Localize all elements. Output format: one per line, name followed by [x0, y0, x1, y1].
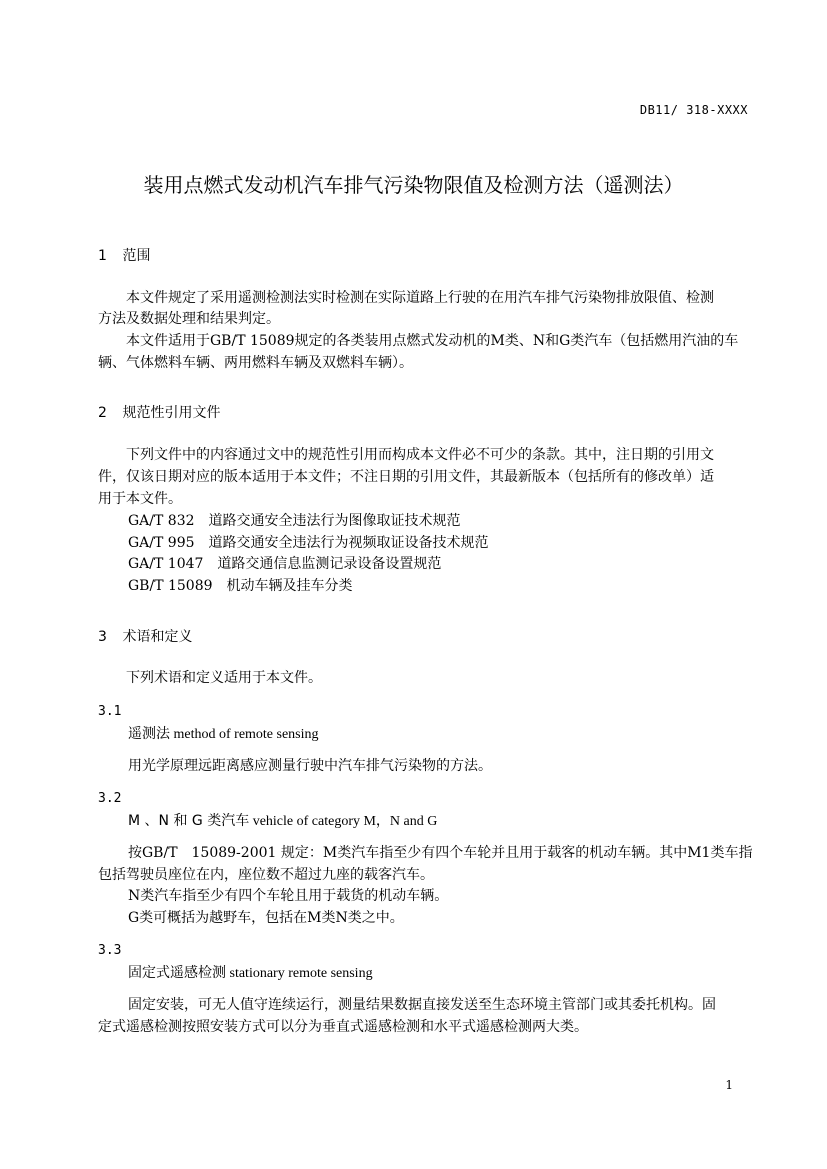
term-3-3 — [128, 962, 373, 982]
paragraph-line: 本文件适用于GB/T 15089规定的各类装用点燃式发动机的M类、N和G类汽车（包括燃用汽油的车 — [126, 333, 739, 349]
section-1-heading — [98, 245, 150, 265]
paragraph-line: 辆、气体燃料车辆、两用燃料车辆及双燃料车辆）。 — [98, 355, 413, 371]
paragraph-line: 固定安装，可无人值守连续运行，测量结果数据直接发送至生态环境主管部门或其委托机构。固 — [128, 997, 716, 1013]
term-3-1-number: 3.1 — [98, 704, 122, 719]
term-3-2 — [128, 810, 437, 830]
paragraph-line: 下列术语和定义适用于本文件。 — [126, 670, 322, 686]
paragraph-line: 用于本文件。 — [98, 491, 182, 507]
paragraph-line: 本文件规定了采用遥测检测法实时检测在实际道路上行驶的在用汽车排气污染物排放限值、检测 — [126, 290, 714, 306]
reference-item: GA/T 1047 道路交通信息监测记录设备设置规范 — [128, 556, 442, 572]
paragraph-line: 下列文件中的内容通过文中的规范性引用而构成本文件必不可少的条款。其中，注日期的引用文 — [126, 447, 714, 463]
section-1-number: 1 — [98, 248, 107, 264]
section-3-number: 3 — [98, 629, 107, 645]
term-3-2-number: 3.2 — [98, 791, 122, 806]
reference-item: GA/T 995 道路交通安全违法行为视频取证设备技术规范 — [128, 535, 489, 551]
paragraph-line: 用光学原理远距离感应测量行驶中汽车排气污染物的方法。 — [128, 758, 492, 774]
section-3-heading — [98, 626, 192, 646]
term-3-3-en: stationary remote sensing — [226, 966, 373, 981]
paragraph-line: G类可概括为越野车，包括在M类N类之中。 — [128, 910, 404, 926]
document-id: DB11/ 318-XXXX — [639, 103, 748, 117]
section-2-heading — [98, 402, 220, 422]
section-2-number: 2 — [98, 405, 107, 421]
term-3-3-number: 3.3 — [98, 943, 122, 958]
term-3-1 — [128, 723, 319, 743]
paragraph-line: 按GB/T 15089-2001 规定：M类汽车指至少有四个车轮并且用于载客的机动车辆。其中M1类车指 — [128, 845, 753, 861]
term-3-2-zh: M 、N 和 G 类汽车 — [128, 813, 250, 829]
term-3-1-zh: 遥测法 — [128, 726, 170, 742]
section-3-title: 术语和定义 — [122, 629, 193, 645]
paragraph-line: 包括驾驶员座位在内，座位数不超过九座的载客汽车。 — [98, 867, 434, 883]
section-1-title: 范围 — [122, 248, 151, 264]
paragraph-line: 定式遥感检测按照安装方式可以分为垂直式遥感检测和水平式遥感检测两大类。 — [98, 1019, 588, 1035]
document-title: 装用点燃式发动机汽车排气污染物限值及检测方法（遥测法） — [143, 173, 684, 197]
term-3-3-zh: 固定式遥感检测 — [128, 965, 226, 981]
page-number: 1 — [725, 1078, 733, 1092]
reference-item: GA/T 832 道路交通安全违法行为图像取证技术规范 — [128, 513, 461, 529]
paragraph-line: N类汽车指至少有四个车轮且用于载货的机动车辆。 — [128, 888, 449, 904]
term-3-2-en: vehicle of category M，N and G — [249, 814, 438, 829]
paragraph-line: 件，仅该日期对应的版本适用于本文件；不注日期的引用文件，其最新版本（包括所有的修改单）适 — [98, 469, 714, 485]
section-2-title: 规范性引用文件 — [122, 405, 221, 421]
reference-item: GB/T 15089 机动车辆及挂车分类 — [128, 578, 353, 594]
paragraph-line: 方法及数据处理和结果判定。 — [98, 311, 280, 327]
term-3-1-en: method of remote sensing — [170, 727, 319, 742]
